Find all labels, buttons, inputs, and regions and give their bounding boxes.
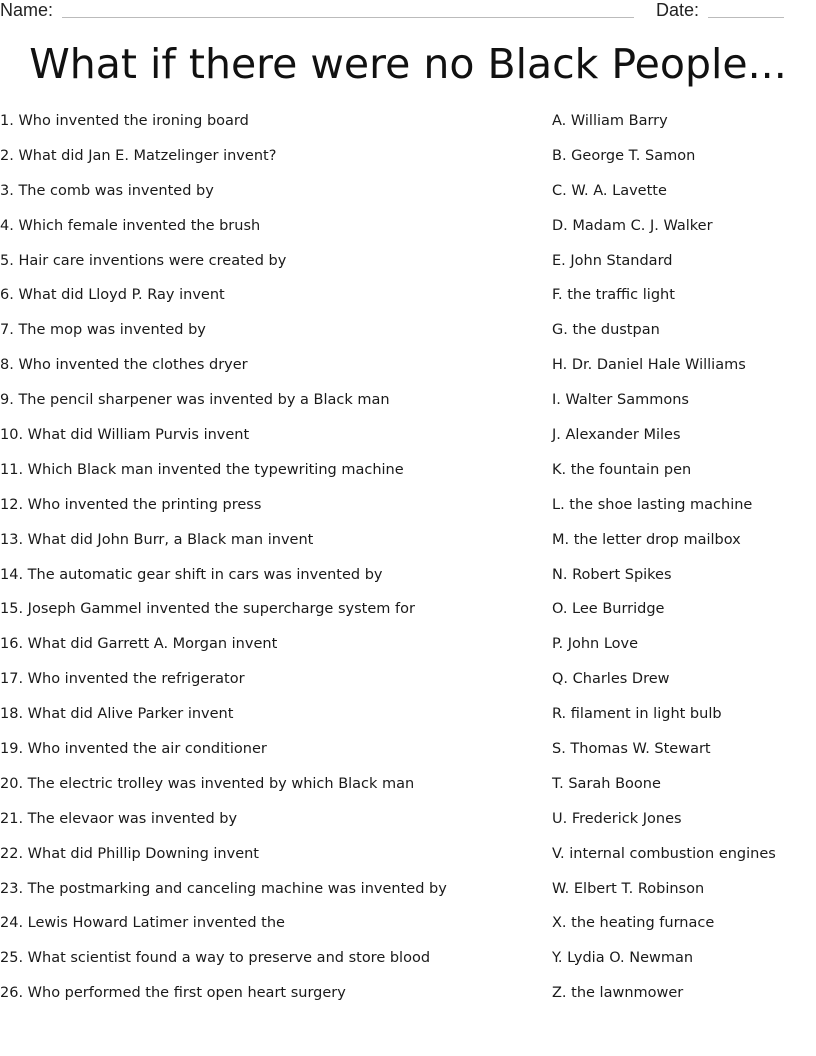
worksheet-title: What if there were no Black People... <box>29 40 787 88</box>
question-item: 16. What did Garrett A. Morgan invent <box>0 636 278 653</box>
question-item: 12. Who invented the printing press <box>0 496 262 513</box>
name-label: Name: <box>0 0 54 20</box>
question-item: 4. Which female invented the brush <box>0 217 261 234</box>
date-label: Date: <box>656 0 700 20</box>
question-item: 2. What did Jan E. Matzelinger invent? <box>0 147 277 164</box>
question-item: 7. The mop was invented by <box>0 322 206 339</box>
question-item: 26. Who performed the first open heart surgery <box>0 985 346 1002</box>
answer-item: I. Walter Sammons <box>552 392 689 409</box>
answer-item: S. Thomas W. Stewart <box>552 741 711 758</box>
question-item: 18. What did Alive Parker invent <box>0 706 234 723</box>
answer-item: R. filament in light bulb <box>552 706 722 723</box>
answer-item: P. John Love <box>552 636 639 653</box>
question-item: 9. The pencil sharpener was invented by a Black man <box>0 392 390 409</box>
question-item: 19. Who invented the air conditioner <box>0 741 267 758</box>
answer-item: X. the heating furnace <box>552 915 715 932</box>
question-item: 5. Hair care inventions were created by <box>0 252 287 269</box>
question-item: 11. Which Black man invented the typewriting machine <box>0 461 404 478</box>
question-item: 21. The elevaor was invented by <box>0 810 238 827</box>
question-item: 3. The comb was invented by <box>0 182 214 199</box>
question-item: 22. What did Phillip Downing invent <box>0 845 259 862</box>
answer-list <box>552 104 812 1011</box>
answer-item: M. the letter drop mailbox <box>552 531 741 548</box>
worksheet-header <box>0 0 816 24</box>
question-item: 14. The automatic gear shift in cars was invented by <box>0 566 383 583</box>
question-item: 13. What did John Burr, a Black man invent <box>0 531 314 548</box>
answer-item: Y. Lydia O. Newman <box>552 950 694 967</box>
answer-item: D. Madam C. J. Walker <box>552 217 713 234</box>
answer-item: J. Alexander Miles <box>552 427 681 444</box>
answer-item: C. W. A. Lavette <box>552 182 667 199</box>
question-item: 1. Who invented the ironing board <box>0 113 249 129</box>
answer-item: K. the fountain pen <box>552 461 692 478</box>
question-item: 23. The postmarking and canceling machine was invented by <box>0 880 447 897</box>
answer-item: V. internal combustion engines <box>552 845 776 862</box>
answer-item: Q. Charles Drew <box>552 671 670 688</box>
question-item: 15. Joseph Gammel invented the supercharge system for <box>0 601 415 618</box>
answer-item: B. George T. Samon <box>552 147 696 164</box>
question-item: 6. What did Lloyd P. Ray invent <box>0 287 225 304</box>
answer-item: E. John Standard <box>552 252 673 269</box>
answer-item: T. Sarah Boone <box>552 775 661 792</box>
name-blank-line <box>62 17 634 18</box>
question-item: 20. The electric trolley was invented by which Black man <box>0 775 415 792</box>
answer-item: Z. the lawnmower <box>552 985 684 1002</box>
answer-item: G. the dustpan <box>552 322 660 339</box>
question-item: 10. What did William Purvis invent <box>0 427 250 444</box>
question-item: 8. Who invented the clothes dryer <box>0 357 248 374</box>
answer-item: L. the shoe lasting machine <box>552 496 753 513</box>
answer-item: O. Lee Burridge <box>552 601 665 618</box>
answer-item: U. Frederick Jones <box>552 810 682 827</box>
answer-item: N. Robert Spikes <box>552 566 672 583</box>
question-item: 24. Lewis Howard Latimer invented the <box>0 915 285 932</box>
answer-item: F. the traffic light <box>552 287 675 304</box>
answer-item: W. Elbert T. Robinson <box>552 880 705 897</box>
answer-item: A. William Barry <box>552 113 668 129</box>
question-list <box>0 104 540 1011</box>
question-item: 17. Who invented the refrigerator <box>0 671 245 688</box>
answer-item: H. Dr. Daniel Hale Williams <box>552 357 746 374</box>
date-blank-line <box>708 17 784 18</box>
question-item: 25. What scientist found a way to preserve and store blood <box>0 950 431 967</box>
